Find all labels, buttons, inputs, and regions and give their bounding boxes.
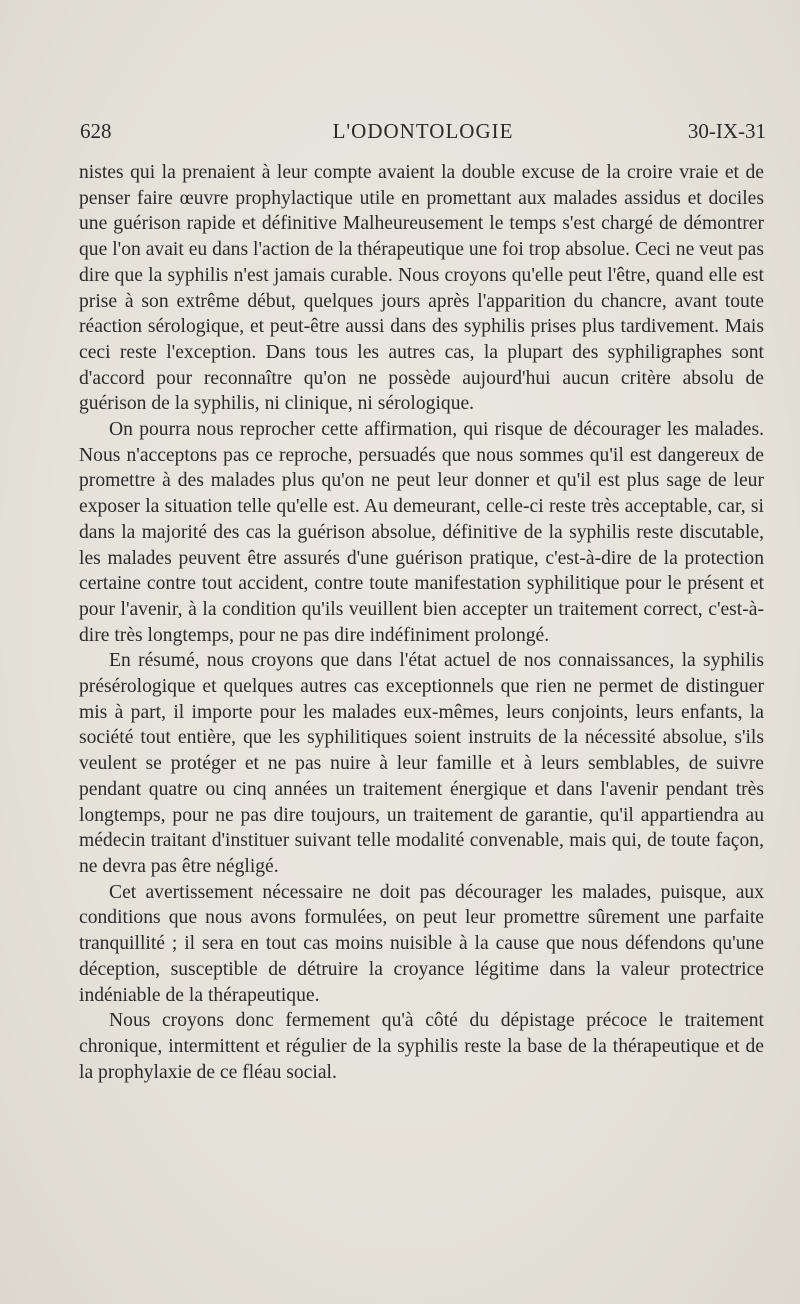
running-head — [80, 116, 766, 146]
body-text — [79, 160, 764, 1085]
paragraph-warning: Cet avertissement nécessaire ne doit pas décourager les malades, puisque, aux conditions que nous avons formulées, on peut leur promettre sûrement une parfaite tranquillité ; il sera en tout cas moins nuisible à la cause que nous défendons qu'une déception, susceptible de détruire la croyance légitime dans la valeur protectrice indéniable de la thérapeutique. — [79, 881, 764, 1006]
issue-date: 30-IX-31 — [687, 119, 766, 143]
paragraph-conclusion: Nous croyons donc fermement qu'à côté du dépistage précoce le traitement chronique, intermittent et régulier de la syphilis reste la base de la thérapeutique et de la prophylaxie de ce fléau social. — [79, 1010, 764, 1083]
journal-title: L'ODONTOLOGIE — [332, 119, 514, 143]
page-number: 628 — [80, 119, 112, 143]
paragraph-continuation: nistes qui la prenaient à leur compte avaient la double excuse de la croire vraie et de penser faire œuvre prophylactique utile en promettant aux malades assidus et dociles une guérison rapide et définitive Malheureusement le temps s'est chargé de démontrer que l'on avait eu dans l'action de la thérapeutique une foi trop absolue. Ceci ne veut pas dire que la syphilis n'est jamais curable. Nous croyons qu'elle peut l'être, quand elle est prise à son extrême début, quelques jours après l'apparition du chancre, avant toute réaction sérologique, et peut-être aussi dans des syphilis prises plus tardivement. Mais ceci reste l'exception. Dans tous les autres cas, la plupart des syphiligraphes sont d'accord pour reconnaître qu'on ne possède aujourd'hui aucun critère absolu de guérison de la syphilis, ni clinique, ni sérologique. — [79, 162, 764, 415]
paragraph-summary: En résumé, nous croyons que dans l'état actuel de nos connaissances, la syphilis présérologique et quelques autres cas exceptionnels que rien ne permet de distinguer mis à part, il importe pour les malades eux-mêmes, leurs conjoints, leurs enfants, la société tout entière, que les syphilitiques soient instruits de la nécessité absolue, s'ils veulent se protéger et ne pas nuire à leur famille et à leurs semblables, de suivre pendant quatre ou cinq années un traitement énergique et dans l'avenir pendant très longtemps, pour ne pas dire toujours, un traitement de garantie, qu'il appartiendra au médecin traitant d'instituer suivant telle modalité convenable, mais qui, de toute façon, ne devra pas être négligé. — [79, 650, 764, 877]
paragraph-reproach: On pourra nous reprocher cette affirmation, qui risque de décourager les malades. Nous n'acceptons pas ce reproche, persuadés que nous sommes qu'il est dangereux de promettre à des malades plus qu'on ne peut leur donner et qu'il est plus sage de leur exposer la situation telle qu'elle est. Au demeurant, celle-ci reste très acceptable, car, si dans la majorité des cas la guérison absolue, définitive de la syphilis reste discutable, les malades peuvent être assurés d'une guérison pratique, c'est-à-dire de la protection certaine contre tout accident, contre toute manifestation syphilitique pour le présent et pour l'avenir, à la condition qu'ils veuillent bien accepter un traitement correct, c'est-à-dire très longtemps, pour ne pas dire indéfiniment prolongé. — [79, 419, 764, 646]
